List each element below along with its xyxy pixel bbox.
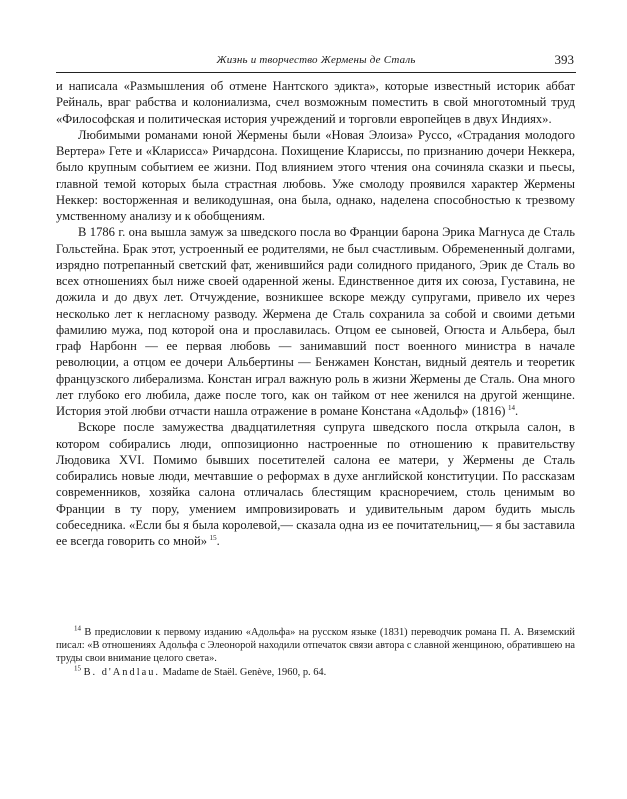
page-header [56, 52, 576, 72]
footnote-text: Madame de Staël. Genève, 1960, p. 64. [162, 667, 327, 678]
main-text [56, 78, 575, 549]
paragraph-4-text: Вскоре после замужества двадцатилетняя супруга шведского посла открыла салон, в котором собирались люди, оппозиционно настроенные по отношению к правительству Людовика XVI. Помимо бывших посетителей салона ее матери, у Жермены де Сталь собирались новые люди, мечтавшие о реформах в духе английской конституции. По рассказам современников, хозяйка салона отличалась блестящим красноречием, столь ценимым во Франции в ту пору, умением импровизировать и удивительным даром будить мысль собеседника. «Если бы я была королевой,— сказала одна из ее почитательниц,— я бы заставила ее всегда говорить со мной» [56, 420, 575, 548]
paragraph-2: Любимыми романами юной Жермены были «Новая Элоиза» Руссо, «Страдания молодого Вертера» Гете и «Кларисса» Ричардсона. Похищение Клариссы, по признанию дочери Неккера, было крупным событием ее жизни. Под влиянием этого чтения она сочиняла сказки и пьесы, главной темой которых была страстная любовь. Уже смолоду проявился характер Жермены Неккер: восторженная и великодушная, она была, однако, наделена способностью к трезвому умственному анализу и к обобщениям. [56, 127, 575, 223]
paragraph-4: Вскоре после замужества двадцатилетняя супруга шведского посла открыла салон, в котором собирались люди, оппозиционно настроенные по отношению к правительству Людовика XVI. Помимо бывших посетителей салона ее матери, у Жермены де Сталь собирались новые люди, мечтавшие о реформах в духе английской конституции. По рассказам современников, хозяйка салона отличалась блестящим красноречием, столь ценимым во Франции в ту пору, умением импровизировать и удивительным даром будить мысль собеседника. «Если бы я была королевой,— сказала одна из ее почитательниц,— я бы заставила ее всегда говорить со мной» $^{15}$. [56, 420, 575, 548]
page-number: 393 [554, 52, 574, 67]
footnote-14 [56, 626, 575, 665]
note-ref-15[interactable]: 15 [209, 533, 217, 542]
footnote-number: 14 [74, 624, 81, 633]
running-title: Жизнь и творчество Жермены де Сталь [216, 54, 416, 66]
note-ref-14[interactable]: 14 [507, 403, 515, 412]
paragraph-1: и написала «Размышления об отмене Нантского эдикта», которые известный историк аббат Рейналь, враг рабства и колониализма, счел возможным поместить в свой многотомный труд «Философская и политическая история учреждений и торговли европейцев в двух Индиях». [56, 79, 575, 126]
footnote-text: В предисловии к первому изданию «Адольфа» на русском языке (1831) переводчик романа П. А. Вяземский писал: «В отношениях Адольфа с Элеонорой находили отпечаток связи автора с славной женщиною, обратившею на труды свои внимание целого света». [56, 627, 575, 664]
paragraph-3: В 1786 г. она вышла замуж за шведского посла во Франции барона Эрика Магнуса де Сталь Гольстейна. Брак этот, устроенный ее родителями, не был счастливым. Обремененный долгами, изрядно потрепанный светский фат, женившийся ради солидного приданого, Эрик де Сталь во всех отношениях был ниже своей одаренной жены. Единственное дитя их союза, Густавина, не дожила и до двух лет. Отчуждение, возникшее вскоре между супругами, привело их через несколько лет к негласному разводу. Жермена де Сталь сохранила за собой и своими детьми фамилию мужа, под которой она и прославилась. Отцом ее сыновей, Огюста и Альбера, был граф Нарбонн — ее первая любовь — занимавший пост военного министра в начале революции, а отцом ее дочери Альбертины — Бенжамен Констан, видный деятель и теоретик французского либерализма. Констан играл важную роль в жизни Жермены де Сталь. Она много лет глубоко его любила, даже после того, как он тайком от нее женился на другой женщине. История этой любви отчасти нашла отражение в романе Констана «Адольф» (1816) $^{14}$. [56, 225, 575, 418]
footnote-number: 15 [74, 664, 81, 673]
footnotes [56, 626, 575, 680]
header-rule [56, 72, 576, 73]
paragraph-3-text: В 1786 г. она вышла замуж за шведского посла во Франции барона Эрика Магнуса де Сталь Гольстейна. Брак этот, устроенный ее родителями, не был счастливым. Обремененный долгами, изрядно потрепанный светский фат, женившийся ради солидного приданого, Эрик де Сталь во всех отношениях был ниже своей одаренной жены. Единственное дитя их союза, Густавина, не дожила и до двух лет. Отчуждение, возникшее вскоре между супругами, привело их через несколько лет к негласному разводу. Жермена де Сталь сохранила за собой и своими детьми фамилию мужа, под которой она и прославилась. Отцом ее сыновей, Огюста и Альбера, был граф Нарбонн — ее первая любовь — занимавший пост военного министра в начале революции, а отцом ее дочери Альбертины — Бенжамен Констан, видный деятель и теоретик французского либерализма. Констан играл важную роль в жизни Жермены де Сталь. Она много лет глубоко его любила, даже после того, как он тайком от нее женился на другой женщине. История этой любви отчасти нашла отражение в романе Констана «Адольф» (1816) [56, 225, 575, 418]
footnote-15 [56, 666, 575, 679]
footnote-author: B. d'Andlau. [83, 667, 160, 678]
